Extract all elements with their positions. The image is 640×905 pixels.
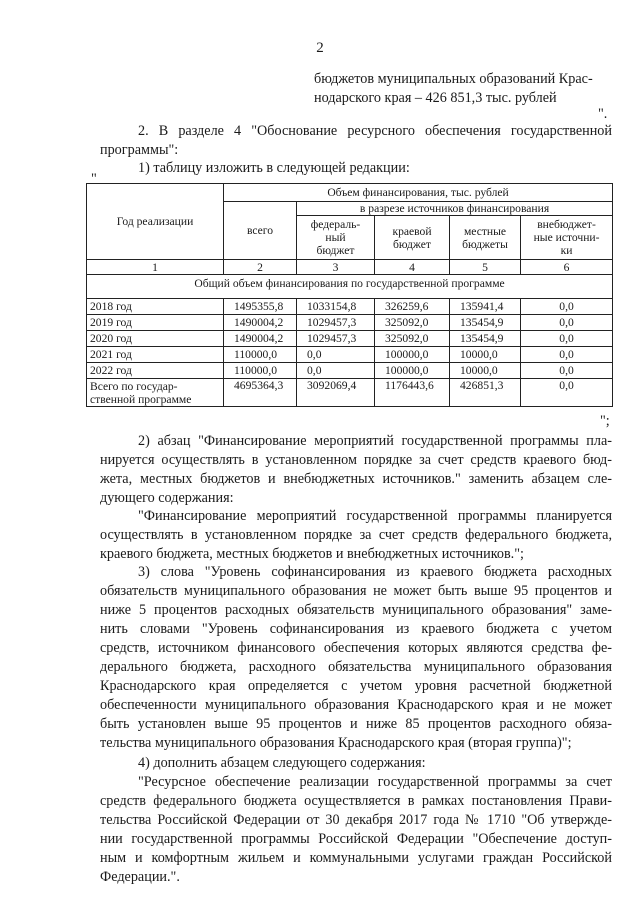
row-extra: 0,0 <box>521 331 613 347</box>
row-local: 135454,9 <box>450 331 521 347</box>
header-total: всего <box>224 202 297 260</box>
row-regional: 100000,0 <box>375 347 450 363</box>
row-year: 2021 год <box>87 347 224 363</box>
row-federal: 0,0 <box>297 347 375 363</box>
intro-line-2: нодарского края – 426 851,3 тыс. рублей <box>314 90 557 106</box>
col-number: 1 <box>87 260 224 275</box>
item2-line-2: программы": <box>100 142 179 158</box>
sub3-line: обязательств муниципального образования не может быть выше 95 процентов и <box>100 583 612 599</box>
row-federal: 1029457,3 <box>297 331 375 347</box>
quote2-line: тельства Российской Федерации от 30 декабря 2017 года № 1710 "Об утвержде- <box>100 812 612 828</box>
table-row <box>87 299 613 315</box>
col-number: 3 <box>297 260 375 275</box>
row-extra: 0,0 <box>521 299 613 315</box>
sub2-paragraph <box>100 432 612 508</box>
item2-paragraph <box>100 122 612 160</box>
sub2-line: дующего содержания: <box>100 490 234 506</box>
sub3-line: обеспеченности муниципального образования Краснодарского края и не может <box>100 697 612 713</box>
item2-sub1: 1) таблицу изложить в следующей редакции: <box>138 160 410 176</box>
quote2-line: средств федерального бюджета осуществляется в рамках постановления Прави- <box>100 793 612 809</box>
header-regional: краевой бюджет <box>375 216 450 260</box>
quote2-line: "Ресурсное обеспечение реализации государственной программы за счет <box>138 774 612 790</box>
col-number: 5 <box>450 260 521 275</box>
header-federal: федераль- ный бюджет <box>297 216 375 260</box>
quote2-line: Федерации.". <box>100 869 180 885</box>
table-row <box>87 315 613 331</box>
row-local: 135941,4 <box>450 299 521 315</box>
table-header-row <box>87 184 613 202</box>
row-extra: 0,0 <box>521 363 613 379</box>
total-label: Всего по государ- ственной программе <box>87 379 224 407</box>
row-total: 1490004,2 <box>224 331 297 347</box>
sub3-line: быть установлен выше 95 процентов и ниже 85 процентов расходного обяза- <box>100 716 612 732</box>
col-number: 4 <box>375 260 450 275</box>
row-federal: 1033154,8 <box>297 299 375 315</box>
row-local: 10000,0 <box>450 347 521 363</box>
row-regional: 325092,0 <box>375 331 450 347</box>
total-federal: 3092069,4 <box>297 379 375 407</box>
total-local: 426851,3 <box>450 379 521 407</box>
sub4-line-1: 4) дополнить абзацем следующего содержания: <box>138 755 426 771</box>
intro-close-quote: ". <box>598 106 608 122</box>
row-extra: 0,0 <box>521 315 613 331</box>
sub3-line: 3) слова "Уровень софинансирования из краевого бюджета расходных <box>138 564 612 580</box>
sub3-paragraph <box>100 563 612 753</box>
sub3-line: нить словами "Уровень софинансирования из краевого бюджета с учетом <box>100 621 612 637</box>
row-extra: 0,0 <box>521 347 613 363</box>
sub2-line: 2) абзац "Финансирование мероприятий государственной программы пла- <box>138 433 612 449</box>
item2-line-1: 2. В разделе 4 "Обоснование ресурсного обеспечения государственной <box>138 123 612 139</box>
col-number: 2 <box>224 260 297 275</box>
column-number-row <box>87 260 613 275</box>
row-year: 2020 год <box>87 331 224 347</box>
quote1-paragraph <box>100 507 612 564</box>
sub3-line: средств, источником финансового обеспечения которых являются средства фе- <box>100 640 612 656</box>
row-regional: 326259,6 <box>375 299 450 315</box>
sub2-line: нируется осуществлять в установленном порядке за счет средств краевого бюд- <box>100 452 612 468</box>
row-regional: 325092,0 <box>375 315 450 331</box>
row-local: 10000,0 <box>450 363 521 379</box>
row-federal: 1029457,3 <box>297 315 375 331</box>
header-extra: внебюджет- ные источни- ки <box>521 216 613 260</box>
total-total: 4695364,3 <box>224 379 297 407</box>
sub3-line: дерального бюджета, расходного обязательства муниципального образования <box>100 659 612 675</box>
row-total: 1490004,2 <box>224 315 297 331</box>
section-title-row <box>87 275 613 299</box>
sub3-line: Краснодарского края определяется с учетом уровня расчетной бюджетной <box>100 678 612 694</box>
table-close-quote: "; <box>600 413 610 429</box>
row-local: 135454,9 <box>450 315 521 331</box>
table-row <box>87 331 613 347</box>
row-regional: 100000,0 <box>375 363 450 379</box>
quote2-line: ным и комфортным жильем и коммунальными услугами граждан Российской <box>100 850 612 866</box>
intro-line-1: бюджетов муниципальных образований Крас- <box>314 71 593 87</box>
total-extra: 0,0 <box>521 379 613 407</box>
page-number: 2 <box>316 40 324 56</box>
row-total: 110000,0 <box>224 347 297 363</box>
section-title: Общий объем финансирования по государственной программе <box>87 275 613 299</box>
header-by-source: в разрезе источников финансирования <box>297 202 613 216</box>
quote1-line: "Финансирование мероприятий государственной программы планируется <box>138 508 612 524</box>
table-row <box>87 347 613 363</box>
quote2-paragraph <box>100 773 612 887</box>
sub3-line: ниже 5 процентов расходных обязательств муниципального образования" заме- <box>100 602 612 618</box>
sub3-line: тельства муниципального образования Краснодарского края (вторая группа)"; <box>100 735 572 751</box>
financing-table <box>86 183 613 407</box>
quote1-line: краевого бюджета, местных бюджетов и внебюджетных источников."; <box>100 546 524 562</box>
quote1-line: осуществлять в установленном порядке за счет средств федерального бюджета, <box>100 527 612 543</box>
header-financing-volume: Объем финансирования, тыс. рублей <box>224 184 613 202</box>
sub2-line: жета, местных бюджетов и внебюджетных источников." заменить абзацем сле- <box>100 471 612 487</box>
table-open-quote: " <box>91 171 97 187</box>
row-total: 1495355,8 <box>224 299 297 315</box>
header-local: местные бюджеты <box>450 216 521 260</box>
header-year: Год реализации <box>87 184 224 260</box>
quote2-line: нии государственной программы Российской Федерации "Обеспечение доступ- <box>100 831 612 847</box>
total-row <box>87 379 613 407</box>
col-number: 6 <box>521 260 613 275</box>
table-row <box>87 363 613 379</box>
row-year: 2019 год <box>87 315 224 331</box>
row-federal: 0,0 <box>297 363 375 379</box>
row-year: 2018 год <box>87 299 224 315</box>
row-total: 110000,0 <box>224 363 297 379</box>
row-year: 2022 год <box>87 363 224 379</box>
total-regional: 1176443,6 <box>375 379 450 407</box>
